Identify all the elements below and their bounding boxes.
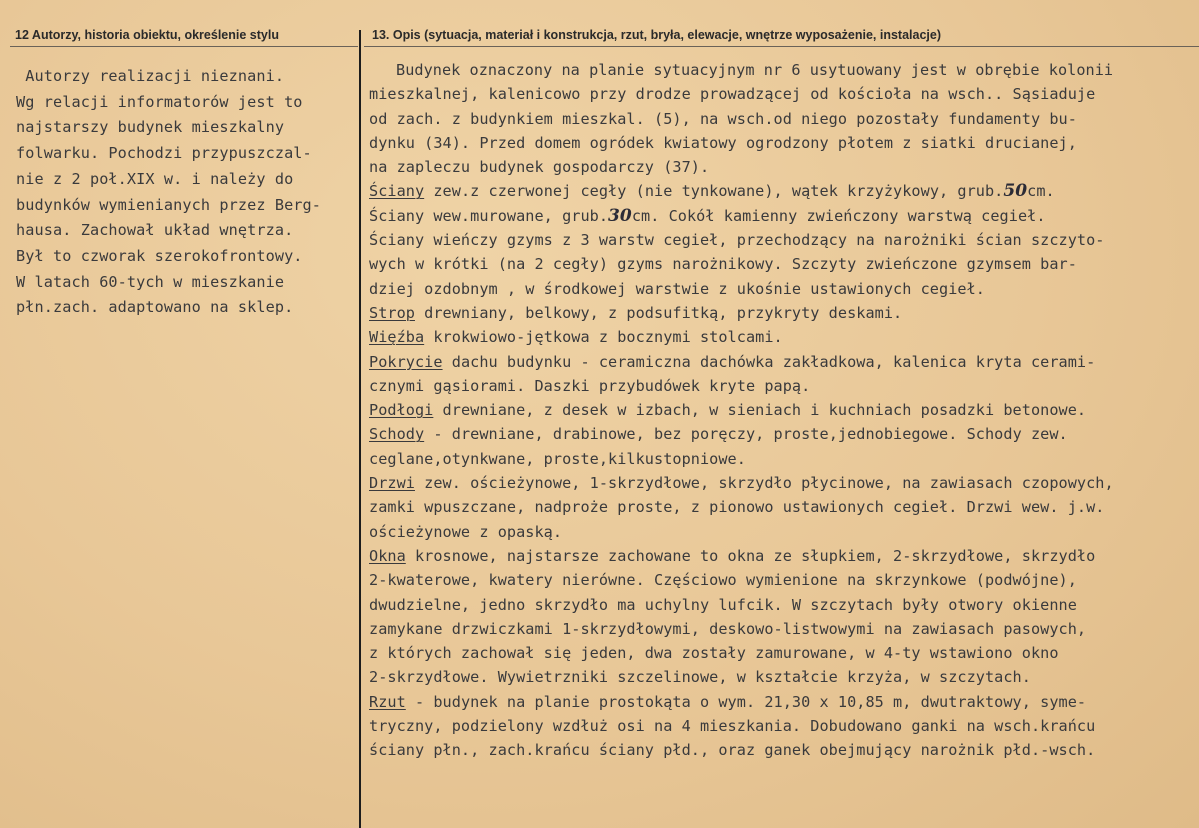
section-label-podlogi: Podłogi (369, 401, 434, 420)
handwritten-value: 30 (608, 205, 632, 226)
description-text (369, 58, 1199, 763)
drzwi-line (369, 471, 1199, 495)
okna-line (369, 544, 1199, 568)
schody-line (369, 422, 1199, 446)
handwritten-value: 50 (1003, 181, 1028, 202)
text-line: Był to czworak szerokofrontowy. (16, 246, 303, 265)
section-label-drzwi: Drzwi (369, 474, 415, 493)
text-span: zew.z czerwonej cegły (nie tynkowane), wątek krzyżykowy, grub. (424, 182, 1004, 201)
authors-history-text (16, 64, 356, 321)
text-line: W latach 60-tych w mieszkanie (16, 272, 285, 291)
text-span: zew. ościeżynowe, 1-skrzydłowe, skrzydło płycinowe, na zawiasach czopowych, (414, 474, 1114, 493)
podlogi-line (369, 398, 1199, 422)
text-span: cm. (1027, 182, 1055, 201)
section-label-wiezba: Więźba (369, 328, 425, 347)
text-line: wych w krótki (na 2 cegły) gzyms narożnikowy. Szczyty zwieńczone gzymsem bar- (369, 255, 1077, 274)
column-divider (359, 30, 361, 828)
text-line: dynku (34). Przed domem ogródek kwiatowy ogrodzony płotem z siatki drucianej, (369, 133, 1077, 152)
text-line: na zapleczu budynek gospodarczy (37). (369, 158, 710, 177)
text-line: dwudzielne, jedno skrzydło ma uchylny lufcik. W szczytach były otwory okienne (369, 595, 1077, 614)
section-label-strop: Strop (369, 303, 415, 322)
section-label-schody: Schody (369, 425, 425, 444)
text-line: folwarku. Pochodzi przypuszczal- (16, 144, 312, 163)
text-line: Autorzy realizacji nieznani. (16, 67, 285, 85)
text-line: cznymi gąsiorami. Daszki przybudówek kryte papą. (369, 376, 811, 395)
rzut-line (369, 690, 1199, 714)
text-line: 2-kwaterowe, kwatery nierówne. Częściowo wymienione na skrzynkowe (podwójne), (369, 571, 1077, 590)
text-line: Ściany wieńczy gzyms z 3 warstw cegieł, przechodzący na narożniki ścian szczyto- (369, 231, 1105, 250)
section-label-sciany: Ściany (369, 182, 425, 201)
text-line: budynków wymienianych przez Berg- (16, 195, 322, 214)
text-line: nie z 2 poł.XIX w. i należy do (16, 169, 294, 188)
text-span: drewniane, z desek w izbach, w sieniach i kuchniach posadzki betonowe. (433, 401, 1087, 420)
section-label-pokrycie: Pokrycie (369, 352, 443, 371)
text-line: 2-skrzydłowe. Wywietrzniki szczelinowe, w kształcie krzyża, w szczytach. (369, 668, 1031, 687)
field-13-header: 13. Opis (sytuacja, materiał i konstrukcja, rzut, bryła, elewacje, wnętrze wyposażenie, instalacje) (372, 28, 941, 42)
text-line: tryczny, podzielony wzdłuż osi na 4 mieszkania. Dobudowano ganki na wsch.krańcu (369, 717, 1096, 736)
text-line: mieszkalnej, kalenicowo przy drodze prowadzącej od kościoła na wsch.. Sąsiaduje (369, 85, 1096, 104)
sciany-line (369, 179, 1199, 203)
section-label-okna: Okna (369, 546, 406, 565)
text-line: z których zachował się jeden, dwa zostały zamurowane, w 4-ty wstawiono okno (369, 644, 1059, 663)
text-line: najstarszy budynek mieszkalny (16, 118, 285, 137)
pokrycie-line (369, 350, 1199, 374)
text-line: ościeżynowe z opaską. (369, 522, 563, 541)
strop-line (369, 301, 1199, 325)
text-line: zamki wpuszczane, nadproże proste, z pionowo ustawionych cegieł. Drzwi wew. j.w. (369, 498, 1105, 517)
text-line: dziej ozdobnym , w środkowej warstwie z ukośnie ustawionych cegieł. (369, 279, 985, 298)
section-label-rzut: Rzut (369, 692, 406, 711)
text-line: od zach. z budynkiem mieszkal. (5), na wsch.od niego pozostały fundamenty bu- (369, 109, 1077, 128)
field-12-header: 12 Autorzy, historia obiektu, określenie stylu (15, 28, 279, 42)
text-span: cm. Cokół kamienny zwieńczony warstwą cegieł. (631, 206, 1046, 225)
text-span: drewniany, belkowy, z podsufitką, przykryty deskami. (414, 303, 903, 322)
text-span: - budynek na planie prostokąta o wym. 21,30 x 10,85 m, dwutraktowy, syme- (405, 692, 1087, 711)
header-rule-right (364, 46, 1199, 47)
sciany-line (369, 204, 1199, 228)
text-line: ceglane,otynkwane, proste,kilkustopniowe. (369, 449, 746, 468)
text-span: krosnowe, najstarsze zachowane to okna ze słupkiem, 2-skrzydłowe, skrzydło (405, 546, 1096, 565)
text-line: hausa. Zachował układ wnętrza. (16, 221, 294, 240)
text-line: ściany płn., zach.krańcu ściany płd., oraz ganek obejmujący narożnik płd.-wsch. (369, 741, 1096, 760)
wiezba-line (369, 325, 1199, 349)
text-line: Budynek oznaczony na planie sytuacyjnym nr 6 usytuowany jest w obrębie kolonii (396, 61, 1114, 79)
text-span: Ściany wew.murowane, grub. (369, 206, 609, 225)
text-span: krokwiowo-jętkowa z bocznymi stolcami. (424, 328, 783, 347)
text-span: - drewniane, drabinowe, bez poręczy, proste,jednobiegowe. Schody zew. (424, 425, 1068, 444)
text-line: płn.zach. adaptowano na sklep. (16, 298, 294, 317)
text-line: zamykane drzwiczkami 1-skrzydłowymi, deskowo-listwowymi na zawiasach pasowych, (369, 619, 1087, 638)
text-line: Wg relacji informatorów jest to (16, 92, 303, 111)
header-rule-left (10, 46, 358, 47)
text-span: dachu budynku - ceramiczna dachówka zakładkowa, kalenica kryta cerami- (442, 352, 1096, 371)
